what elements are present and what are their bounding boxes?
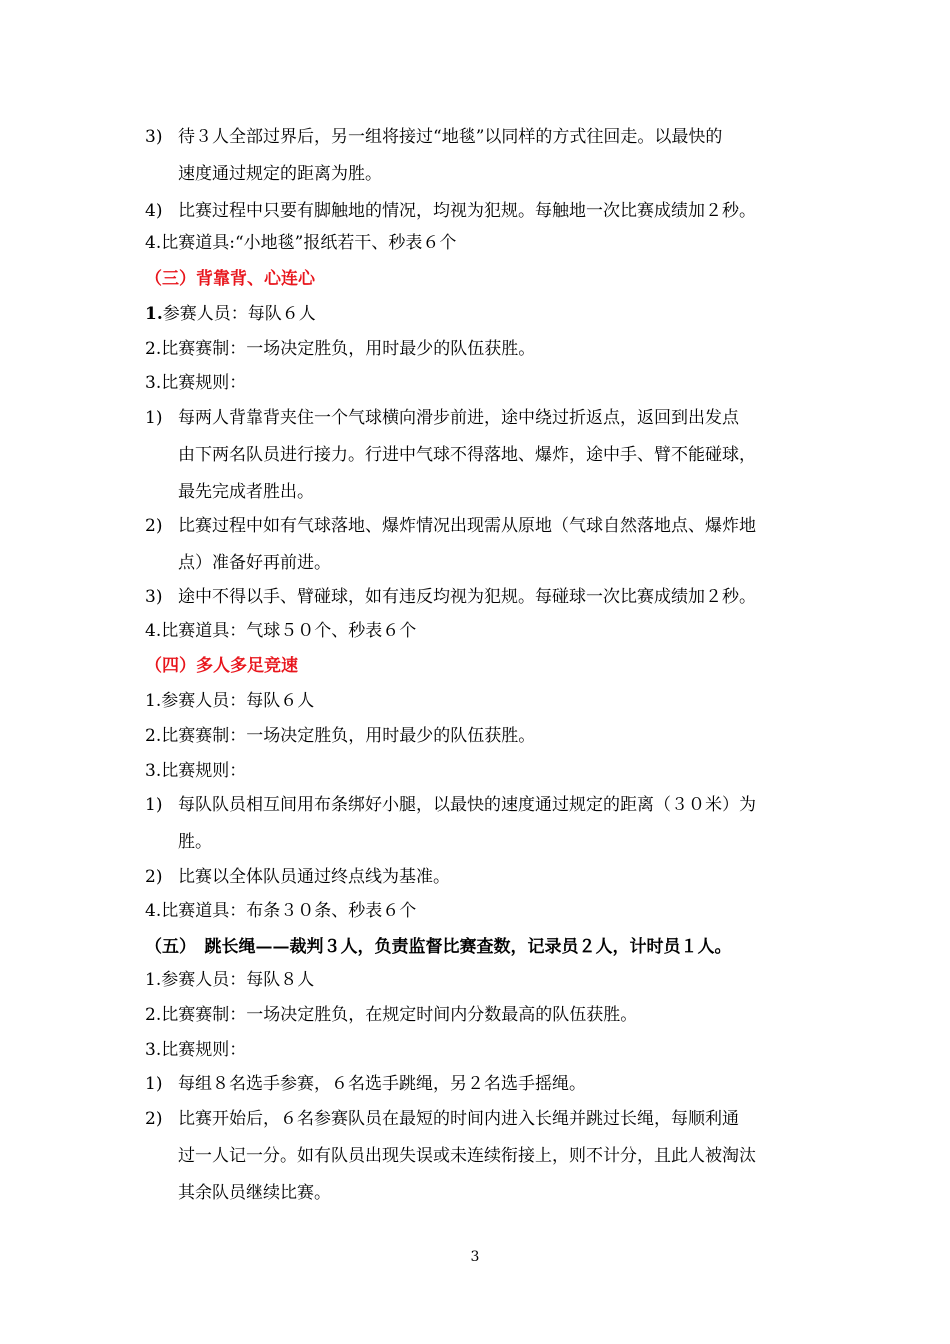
format-line: 2.比赛赛制：一场决定胜负，用时最少的队伍获胜。 bbox=[145, 726, 536, 746]
rule-number: 2) bbox=[145, 867, 163, 887]
format-line: 2.比赛赛制：一场决定胜负，用时最少的队伍获胜。 bbox=[145, 339, 536, 359]
rule-number: 1) bbox=[145, 795, 163, 815]
section-heading-5: （五） 跳长绳——裁判３人，负责监督比赛查数，记录员２人，计时员１人。 bbox=[145, 937, 732, 957]
rule-line: 途中不得以手、臂碰球，如有违反均视为犯规。每碰球一次比赛成绩加２秒。 bbox=[178, 587, 756, 607]
rule-text bbox=[178, 1073, 815, 1110]
rules-line: 3.比赛规则： bbox=[145, 761, 247, 781]
equipment-line: 4.比赛道具：布条３０条、秒表６个 bbox=[145, 901, 417, 921]
rule-text bbox=[178, 126, 815, 200]
rule-line: 最先完成者胜出。 bbox=[178, 482, 314, 502]
rule-line: 比赛以全体队员通过终点线为基准。 bbox=[178, 867, 450, 887]
rule-text bbox=[178, 1108, 815, 1219]
rule-number: 3) bbox=[145, 127, 163, 147]
participants-line: 1.参赛人员：每队６人 bbox=[145, 691, 315, 711]
participants-line bbox=[145, 303, 316, 325]
rule-line: 比赛过程中如有气球落地、爆炸情况出现需从原地（气球自然落地点、爆炸地 bbox=[178, 516, 756, 536]
rule-line: 胜。 bbox=[178, 832, 212, 852]
rule-line: 速度通过规定的距离为胜。 bbox=[178, 164, 382, 184]
rule-text bbox=[178, 407, 815, 518]
list-text: 参赛人员：每队６人 bbox=[162, 304, 316, 324]
section-heading-3: （三）背靠背、心连心 bbox=[145, 269, 315, 289]
rule-line: 点）准备好再前进。 bbox=[178, 553, 331, 573]
rule-text bbox=[178, 794, 815, 868]
format-line: 2.比赛赛制：一场决定胜负，在规定时间内分数最高的队伍获胜。 bbox=[145, 1005, 638, 1025]
rule-text bbox=[178, 586, 815, 623]
rule-number: 3) bbox=[145, 587, 163, 607]
rule-line: 由下两名队员进行接力。行进中气球不得落地、爆炸，途中手、臂不能碰球， bbox=[178, 445, 756, 465]
rule-line: 其余队员继续比赛。 bbox=[178, 1183, 331, 1203]
rule-number: 1) bbox=[145, 1074, 163, 1094]
rule-number: 2) bbox=[145, 1109, 163, 1129]
rule-number: 4) bbox=[145, 201, 163, 221]
rule-line: 比赛过程中只要有脚触地的情况，均视为犯规。每触地一次比赛成绩加２秒。 bbox=[178, 201, 756, 221]
rule-line: 每队队员相互间用布条绑好小腿，以最快的速度通过规定的距离（３０米）为 bbox=[178, 795, 756, 815]
rules-line: 3.比赛规则： bbox=[145, 1040, 247, 1060]
section-heading-4: （四）多人多足竞速 bbox=[145, 656, 298, 676]
participants-line: 1.参赛人员：每队８人 bbox=[145, 970, 315, 990]
rules-line: 3.比赛规则： bbox=[145, 373, 247, 393]
rule-line: 过一人记一分。如有队员出现失误或未连续衔接上，则不计分，且此人被淘汰 bbox=[178, 1146, 756, 1166]
rule-line: 每两人背靠背夹住一个气球横向滑步前进，途中绕过折返点，返回到出发点 bbox=[178, 408, 739, 428]
equipment-line: 4.比赛道具:“小地毯”报纸若干、秒表６个 bbox=[145, 233, 457, 253]
rule-line: 比赛开始后，６名参赛队员在最短的时间内进入长绳并跳过长绳，每顺利通 bbox=[178, 1109, 739, 1129]
rule-text bbox=[178, 515, 815, 589]
rule-text bbox=[178, 866, 815, 903]
rule-number: 1) bbox=[145, 408, 163, 428]
equipment-line: 4.比赛道具：气球５０个、秒表６个 bbox=[145, 621, 417, 641]
list-number: 1. bbox=[145, 304, 163, 324]
rule-number: 2) bbox=[145, 516, 163, 536]
rule-line: 每组８名选手参赛，６名选手跳绳，另２名选手摇绳。 bbox=[178, 1074, 586, 1094]
rule-line: 待３人全部过界后，另一组将接过“地毯”以同样的方式往回走。以最快的 bbox=[178, 127, 723, 147]
page-number: 3 bbox=[470, 1249, 480, 1265]
